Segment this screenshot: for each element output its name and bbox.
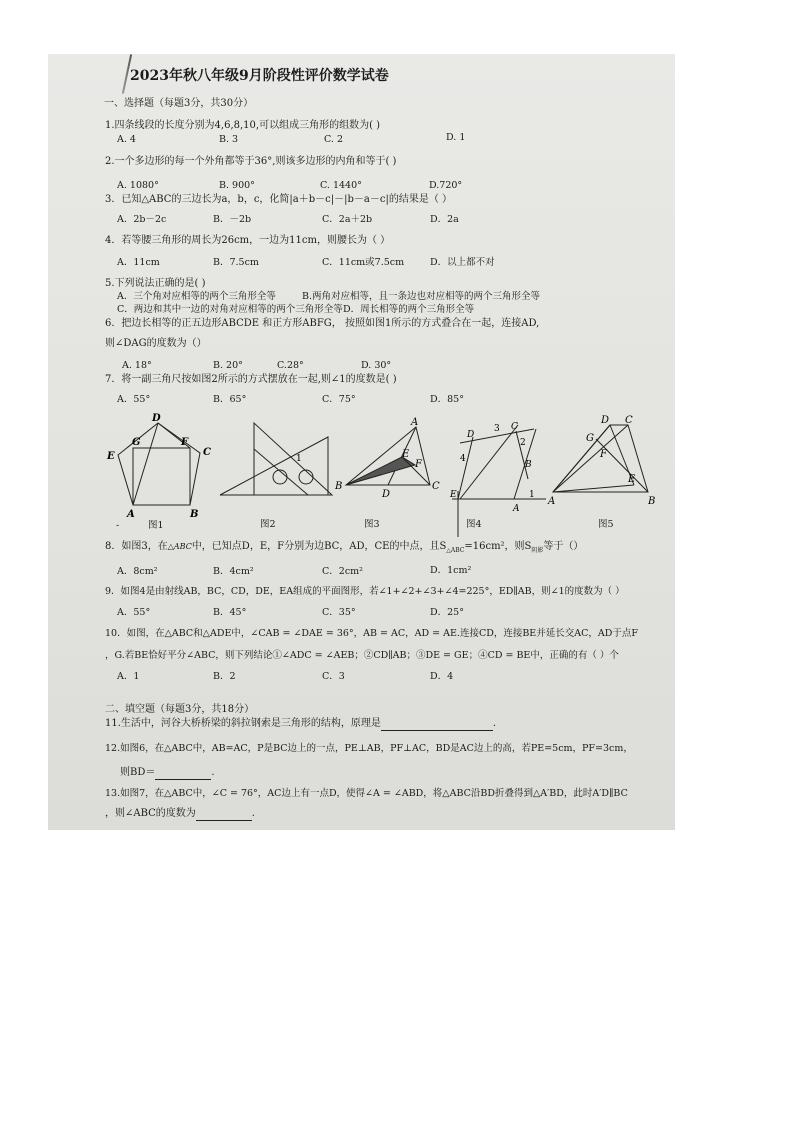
q6-option-b: B. 20° (213, 360, 243, 371)
q3-option-b: B．－2b (213, 214, 252, 225)
fig4-label-4: 4 (460, 454, 466, 464)
q5-option-b: B.两角对应相等，且一条边也对应相等的两个三角形全等 (302, 291, 541, 302)
figure-3 (346, 427, 430, 485)
fig3-label-d: D (382, 489, 391, 500)
question-9-stem: 9．如图4是由射线AB，BC，CD，DE，EA组成的平面图形，若∠1+∠2+∠3+∠4=225°，ED∥AB，则∠1的度数为（ ） (105, 586, 625, 597)
fig1-label-e: E (107, 451, 115, 462)
q7-option-b: B．65° (213, 394, 247, 405)
fig1-label-a: A (127, 509, 135, 520)
q7-option-c: C．75° (322, 394, 356, 405)
question-13-line1: 13.如图7，在△ABC中，∠C = 76°，AC边上有一点D，使得∠A = ∠ABD，将△ABC沿BD折叠得到△A′BD，此时A′D∥BC (105, 788, 628, 799)
q2-option-a: A. 1080° (117, 180, 159, 191)
question-1-stem: 1.四条线段的长度分别为4,6,8,10,可以组成三角形的组数为( ) (105, 120, 381, 131)
q13-answer-blank[interactable] (196, 808, 252, 821)
exam-title: 2023年秋八年级9月阶段性评价数学试卷 (130, 68, 389, 84)
q8-sub-shaded: 阴影 (531, 547, 544, 554)
q2-option-d: D.720° (429, 180, 463, 191)
fig1-label-f: F (181, 437, 189, 448)
figure-1-caption: 图1 (148, 520, 164, 531)
fig3-label-a: A (411, 417, 419, 428)
exam-sheet (48, 54, 675, 830)
fig3-triangle (346, 427, 430, 485)
fig5-label-g: G (586, 433, 594, 444)
question-6-stem: 6．把边长相等的正五边形ABCDE 和正方形ABFG， 按照如图1所示的方式叠合在一起，连接AD, (105, 318, 540, 329)
q8-part-d: =16cm²，则S (464, 541, 532, 552)
question-12-line2 (120, 767, 215, 780)
q13-label: ，则∠ABC的度数为 (105, 808, 196, 819)
section-2-heading: 二、填空题（每题3分，共18分） (105, 704, 255, 715)
fig4-label-1: 1 (529, 490, 535, 500)
fig1-pentagon (118, 423, 200, 505)
q10-option-c: C．3 (322, 671, 345, 682)
fig3-label-b: B (335, 481, 343, 492)
q1-option-a: A. 4 (117, 134, 136, 145)
fig2-label-angle-1: 1 (296, 454, 302, 464)
q12-label: 则BD＝ (120, 767, 156, 778)
question-4-stem: 4．若等腰三角形的周长为26cm，一边为11cm，则腰长为（ ） (105, 235, 391, 246)
q8-part-a: 8．如图3，在 (105, 541, 168, 552)
q8-sub-abc: △ABC (446, 547, 465, 554)
q3-option-c: C．2a＋2b (322, 214, 373, 225)
q11-text: 11.生活中，河谷大桥桥梁的斜拉钢索是三角形的结构，原理是 (105, 718, 381, 729)
fig5-label-d: D (601, 415, 610, 426)
figure-2 (220, 423, 332, 495)
fig3-shaded-region (346, 457, 415, 485)
q10-option-a: A．1 (117, 671, 140, 682)
q13-end: . (251, 808, 255, 819)
fig4-label-3: 3 (494, 424, 500, 434)
figure-5-caption: 图5 (598, 519, 614, 530)
fig4-label-2: 2 (520, 438, 526, 448)
fig1-label-g: G (132, 437, 141, 448)
q10-option-d: D．4 (430, 671, 454, 682)
fig5-label-b: B (648, 496, 656, 507)
figure-2-caption: 图2 (260, 519, 276, 530)
q9-option-c: C．35° (322, 607, 356, 618)
q7-option-d: D．85° (430, 394, 464, 405)
fig3-label-f: F (415, 459, 422, 470)
figure-1 (118, 423, 200, 505)
q9-option-b: B．45° (213, 607, 247, 618)
question-8-stem (105, 541, 583, 557)
fig4-label-d: D (467, 430, 475, 440)
fig4-label-e: E (450, 490, 457, 500)
q1-option-d: D. 1 (446, 132, 466, 143)
q5-option-c: C．两边和其中一边的对角对应相等的两个三角形全等 (117, 304, 343, 315)
q4-option-a: A．11cm (117, 257, 160, 268)
figures-row (48, 409, 675, 539)
q6-option-d: D. 30° (361, 360, 392, 371)
question-13-line2 (105, 808, 255, 821)
fig2-hole-1 (273, 470, 287, 484)
q8-triangle: △ABC (167, 542, 192, 551)
fig4-ray-de (458, 437, 473, 499)
q11-answer-blank[interactable] (381, 718, 493, 731)
fig4-label-c: C (511, 422, 518, 432)
fig5-line-ae (553, 485, 634, 492)
q8-option-d: D．1cm² (430, 565, 472, 576)
fig4-label-b: B (525, 460, 532, 470)
q2-option-c: C. 1440° (320, 180, 362, 191)
question-10-line1: 10．如图，在△ABC和△ADE中，∠CAB = ∠DAE = 36°，AB = AC，AD = AE.连接CD，连接BE并延长交AC，AD于点F (105, 628, 638, 639)
q5-option-d: D．周长相等的两个三角形全等 (343, 304, 475, 315)
fig5-label-a: A (548, 496, 556, 507)
q6-option-c: C.28° (277, 360, 304, 371)
figure-3-caption: 图3 (364, 519, 380, 530)
q3-option-d: D．2a (430, 214, 459, 225)
fig1-label-c: C (203, 447, 211, 458)
q8-part-e: 等于（） (543, 541, 584, 552)
fig2-hole-2 (299, 470, 313, 484)
q3-option-a: A．2b－2c (117, 214, 167, 225)
q4-option-b: B．7.5cm (213, 257, 259, 268)
question-5-stem: 5.下列说法正确的是( ) (105, 278, 206, 289)
q11-end: . (492, 718, 497, 729)
q1-option-b: B. 3 (219, 134, 239, 145)
question-6-stem-line2: 则∠DAG的度数为（） (105, 338, 207, 349)
q6-option-a: A. 18° (122, 360, 152, 371)
q8-part-c: 中，已知点D，E，F分别为边BC，AD，CE的中点，且S (191, 541, 447, 552)
section-1-heading: 一、选择题（每题3分，共30分） (104, 98, 254, 109)
fig1-label-b: B (190, 509, 199, 520)
question-7-stem: 7．将一副三角尺按如图2所示的方式摆放在一起,则∠1的度数是( ) (105, 374, 397, 385)
q7-option-a: A．55° (117, 394, 151, 405)
question-12-line1: 12.如图6，在△ABC中，AB=AC，P是BC边上的一点，PE⊥AB，PF⊥AC，BD是AC边上的高，若PE=5cm，PF=3cm， (105, 743, 633, 754)
q9-option-a: A．55° (117, 607, 151, 618)
q12-end: . (211, 767, 215, 778)
question-3-stem: 3．已知△ABC的三边长为a，b，c，化简|a＋b－c|－|b－a－c|的结果是（ ） (105, 194, 453, 205)
q9-option-d: D．25° (430, 607, 464, 618)
q1-option-c: C. 2 (324, 134, 344, 145)
q10-option-b: B．2 (213, 671, 236, 682)
q12-answer-blank[interactable] (155, 767, 211, 780)
fig5-label-e: E (628, 474, 636, 485)
figure-4-caption: 图4 (466, 519, 482, 530)
fig3-label-c: C (432, 481, 440, 492)
q8-option-a: A．8cm² (117, 566, 158, 577)
fig1-line-ad (133, 423, 158, 505)
question-2-stem: 2.一个多边形的每一个外角都等于36°,则该多边形的内角和等于( ) (105, 156, 397, 167)
q4-option-d: D．以上都不对 (430, 257, 495, 268)
q4-option-c: C．11cm或7.5cm (322, 257, 405, 268)
fig3-label-e: E (402, 449, 410, 460)
q5-option-a: A．三个角对应相等的两个三角形全等 (117, 291, 276, 302)
fig4-label-a: A (513, 504, 520, 514)
question-10-line2: ，G.若BE恰好平分∠ABC，则下列结论①∠ADC = ∠AEB；②CD∥AB；③DE = GE；④CD = BE中，正确的有（ ）个 (105, 650, 619, 661)
fig1-label-d: D (152, 413, 161, 424)
q2-option-b: B. 900° (219, 180, 255, 191)
q8-option-b: B．4cm² (213, 566, 254, 577)
fig5-label-f: F (600, 449, 607, 460)
question-11 (105, 718, 496, 731)
fig5-label-c: C (625, 415, 633, 426)
q8-option-c: C．2cm² (322, 566, 363, 577)
fig1-dash: - (116, 520, 120, 531)
